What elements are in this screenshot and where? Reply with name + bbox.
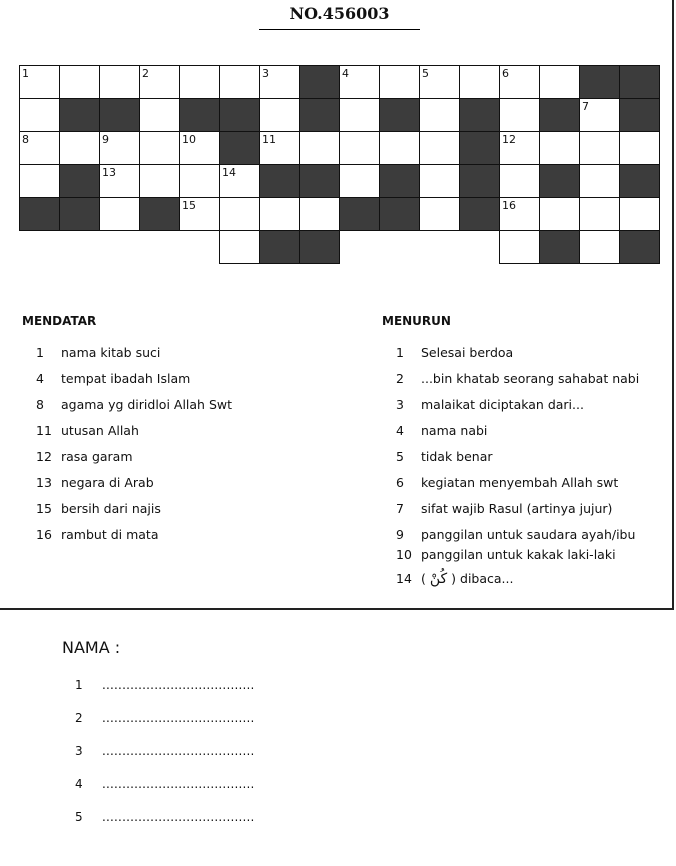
clue-text-part: ( bbox=[421, 571, 430, 586]
crossword-cell[interactable] bbox=[259, 98, 300, 132]
clue-number: 10 bbox=[396, 547, 412, 562]
cell-number: 3 bbox=[262, 67, 269, 80]
crossword-cell[interactable] bbox=[339, 65, 380, 99]
nama-row[interactable] bbox=[75, 744, 255, 758]
clue-number: 4 bbox=[36, 371, 44, 386]
crossword-cell[interactable] bbox=[19, 131, 60, 165]
clue-text-part: ) dibaca... bbox=[447, 571, 514, 586]
crossword-cell[interactable] bbox=[259, 65, 300, 99]
crossword-cell[interactable] bbox=[459, 65, 500, 99]
crossword-block-cell bbox=[219, 131, 260, 165]
cell-number: 13 bbox=[102, 166, 116, 179]
crossword-cell[interactable] bbox=[579, 131, 620, 165]
menurun-heading: MENURUN bbox=[382, 314, 451, 328]
nama-row-number: 1 bbox=[75, 678, 83, 692]
crossword-block-cell bbox=[219, 98, 260, 132]
crossword-block-cell bbox=[379, 98, 420, 132]
cell-number: 7 bbox=[582, 100, 589, 113]
crossword-block-cell bbox=[139, 197, 180, 231]
crossword-cell[interactable] bbox=[339, 164, 380, 198]
crossword-cell[interactable] bbox=[419, 131, 460, 165]
clue-number: 14 bbox=[396, 571, 412, 586]
crossword-cell[interactable] bbox=[219, 197, 260, 231]
crossword-cell[interactable] bbox=[379, 65, 420, 99]
crossword-block-cell bbox=[459, 131, 500, 165]
clue-text: nama nabi bbox=[421, 423, 488, 438]
crossword-block-cell bbox=[59, 197, 100, 231]
crossword-cell[interactable] bbox=[219, 65, 260, 99]
clue-text: agama yg diridloi Allah Swt bbox=[61, 397, 233, 412]
crossword-block-cell bbox=[459, 98, 500, 132]
crossword-cell[interactable] bbox=[539, 197, 580, 231]
clue-number: 5 bbox=[396, 449, 404, 464]
nama-fill-line[interactable]: ...................................... bbox=[102, 678, 255, 692]
crossword-cell[interactable] bbox=[619, 131, 660, 165]
clue-number: 3 bbox=[396, 397, 404, 412]
crossword-cell[interactable] bbox=[59, 65, 100, 99]
clue-number: 16 bbox=[36, 527, 52, 542]
crossword-cell[interactable] bbox=[179, 131, 220, 165]
clue-number: 7 bbox=[396, 501, 404, 516]
crossword-cell[interactable] bbox=[579, 98, 620, 132]
cell-number: 12 bbox=[502, 133, 516, 146]
nama-row-number: 5 bbox=[75, 810, 83, 824]
crossword-cell[interactable] bbox=[579, 164, 620, 198]
clue-text: Selesai berdoa bbox=[421, 345, 514, 360]
crossword-cell[interactable] bbox=[139, 98, 180, 132]
cell-number: 14 bbox=[222, 166, 236, 179]
crossword-block-cell bbox=[579, 65, 620, 99]
crossword-cell[interactable] bbox=[619, 197, 660, 231]
title-underline bbox=[259, 29, 420, 30]
clue-text: malaikat diciptakan dari... bbox=[421, 397, 584, 412]
nama-row-number: 4 bbox=[75, 777, 83, 791]
crossword-cell[interactable] bbox=[19, 65, 60, 99]
clue-text bbox=[421, 571, 513, 587]
page-title: NO.456003 bbox=[289, 4, 390, 23]
crossword-cell[interactable] bbox=[99, 65, 140, 99]
crossword-cell[interactable] bbox=[179, 197, 220, 231]
clue-text: tempat ibadah Islam bbox=[61, 371, 191, 386]
nama-fill-line[interactable]: ...................................... bbox=[102, 744, 255, 758]
crossword-cell[interactable] bbox=[139, 131, 180, 165]
nama-label: NAMA : bbox=[62, 638, 121, 657]
crossword-block-cell bbox=[59, 98, 100, 132]
crossword-cell[interactable] bbox=[59, 131, 100, 165]
crossword-cell[interactable] bbox=[219, 230, 260, 264]
crossword-cell[interactable] bbox=[499, 131, 540, 165]
crossword-cell[interactable] bbox=[139, 65, 180, 99]
cell-number: 5 bbox=[422, 67, 429, 80]
nama-row[interactable] bbox=[75, 777, 255, 791]
crossword-cell[interactable] bbox=[99, 197, 140, 231]
clue-text: rasa garam bbox=[61, 449, 133, 464]
cell-number: 2 bbox=[142, 67, 149, 80]
clue-text: rambut di mata bbox=[61, 527, 159, 542]
cell-number: 15 bbox=[182, 199, 196, 212]
crossword-cell[interactable] bbox=[179, 164, 220, 198]
crossword-cell[interactable] bbox=[259, 131, 300, 165]
clue-text: panggilan untuk kakak laki-laki bbox=[421, 547, 616, 562]
crossword-cell[interactable] bbox=[99, 131, 140, 165]
crossword-block-cell bbox=[539, 164, 580, 198]
crossword-cell[interactable] bbox=[339, 131, 380, 165]
cell-number: 9 bbox=[102, 133, 109, 146]
crossword-cell[interactable] bbox=[539, 131, 580, 165]
crossword-block-cell bbox=[459, 164, 500, 198]
clue-text: bersih dari najis bbox=[61, 501, 161, 516]
crossword-block-cell bbox=[379, 164, 420, 198]
crossword-cell[interactable] bbox=[539, 65, 580, 99]
crossword-cell[interactable] bbox=[579, 197, 620, 231]
cell-number: 4 bbox=[342, 67, 349, 80]
nama-row[interactable] bbox=[75, 678, 255, 692]
crossword-cell[interactable] bbox=[419, 164, 460, 198]
crossword-cell[interactable] bbox=[499, 65, 540, 99]
crossword-block-cell bbox=[539, 230, 580, 264]
cell-number: 1 bbox=[22, 67, 29, 80]
crossword-cell[interactable] bbox=[259, 197, 300, 231]
crossword-cell[interactable] bbox=[419, 65, 460, 99]
crossword-block-cell bbox=[99, 98, 140, 132]
crossword-cell[interactable] bbox=[499, 230, 540, 264]
crossword-block-cell bbox=[19, 197, 60, 231]
clue-number: 15 bbox=[36, 501, 52, 516]
nama-fill-line[interactable]: ...................................... bbox=[102, 810, 255, 824]
clue-number: 9 bbox=[396, 527, 404, 542]
crossword-cell[interactable] bbox=[19, 98, 60, 132]
cell-number: 16 bbox=[502, 199, 516, 212]
clue-text: nama kitab suci bbox=[61, 345, 161, 360]
crossword-block-cell bbox=[379, 197, 420, 231]
crossword-cell[interactable] bbox=[99, 164, 140, 198]
clue-number: 2 bbox=[396, 371, 404, 386]
clue-text: utusan Allah bbox=[61, 423, 139, 438]
crossword-cell[interactable] bbox=[219, 164, 260, 198]
crossword-cell[interactable] bbox=[499, 164, 540, 198]
nama-row[interactable] bbox=[75, 711, 255, 725]
cell-number: 11 bbox=[262, 133, 276, 146]
crossword-cell[interactable] bbox=[339, 98, 380, 132]
clue-number: 12 bbox=[36, 449, 52, 464]
crossword-cell[interactable] bbox=[299, 197, 340, 231]
crossword-block-cell bbox=[259, 164, 300, 198]
crossword-block-cell bbox=[299, 98, 340, 132]
nama-fill-line[interactable]: ...................................... bbox=[102, 777, 255, 791]
clue-number: 8 bbox=[36, 397, 44, 412]
crossword-cell[interactable] bbox=[499, 197, 540, 231]
crossword-block-cell bbox=[619, 65, 660, 99]
cell-number: 10 bbox=[182, 133, 196, 146]
crossword-block-cell bbox=[179, 98, 220, 132]
clue-number: 13 bbox=[36, 475, 52, 490]
clue-number: 1 bbox=[396, 345, 404, 360]
clue-number: 1 bbox=[36, 345, 44, 360]
cell-number: 6 bbox=[502, 67, 509, 80]
crossword-cell[interactable] bbox=[299, 131, 340, 165]
crossword-cell[interactable] bbox=[379, 131, 420, 165]
nama-row[interactable] bbox=[75, 810, 255, 824]
arabic-word: كُنْ bbox=[429, 571, 448, 587]
crossword-cell[interactable] bbox=[19, 164, 60, 198]
clue-text: panggilan untuk saudara ayah/ibu bbox=[421, 527, 636, 542]
crossword-cell[interactable] bbox=[179, 65, 220, 99]
crossword-block-cell bbox=[339, 197, 380, 231]
crossword-block-cell bbox=[59, 164, 100, 198]
clue-text: ...bin khatab seorang sahabat nabi bbox=[421, 371, 640, 386]
crossword-cell[interactable] bbox=[419, 98, 460, 132]
clue-number: 6 bbox=[396, 475, 404, 490]
clue-text: negara di Arab bbox=[61, 475, 154, 490]
clue-number: 4 bbox=[396, 423, 404, 438]
crossword-block-cell bbox=[299, 230, 340, 264]
nama-row-number: 2 bbox=[75, 711, 83, 725]
crossword-block-cell bbox=[259, 230, 300, 264]
crossword-block-cell bbox=[619, 164, 660, 198]
crossword-cell[interactable] bbox=[139, 164, 180, 198]
crossword-grid bbox=[19, 65, 662, 265]
nama-row-number: 3 bbox=[75, 744, 83, 758]
clue-number: 11 bbox=[36, 423, 52, 438]
crossword-block-cell bbox=[619, 230, 660, 264]
nama-fill-line[interactable]: ...................................... bbox=[102, 711, 255, 725]
cell-number: 8 bbox=[22, 133, 29, 146]
clue-text: sifat wajib Rasul (artinya jujur) bbox=[421, 501, 613, 516]
mendatar-heading: MENDATAR bbox=[22, 314, 97, 328]
crossword-block-cell bbox=[619, 98, 660, 132]
crossword-block-cell bbox=[459, 197, 500, 231]
crossword-cell[interactable] bbox=[579, 230, 620, 264]
clue-text: kegiatan menyembah Allah swt bbox=[421, 475, 619, 490]
crossword-block-cell bbox=[299, 65, 340, 99]
crossword-cell[interactable] bbox=[419, 197, 460, 231]
crossword-block-cell bbox=[539, 98, 580, 132]
crossword-block-cell bbox=[299, 164, 340, 198]
clue-text: tidak benar bbox=[421, 449, 493, 464]
crossword-cell[interactable] bbox=[499, 98, 540, 132]
